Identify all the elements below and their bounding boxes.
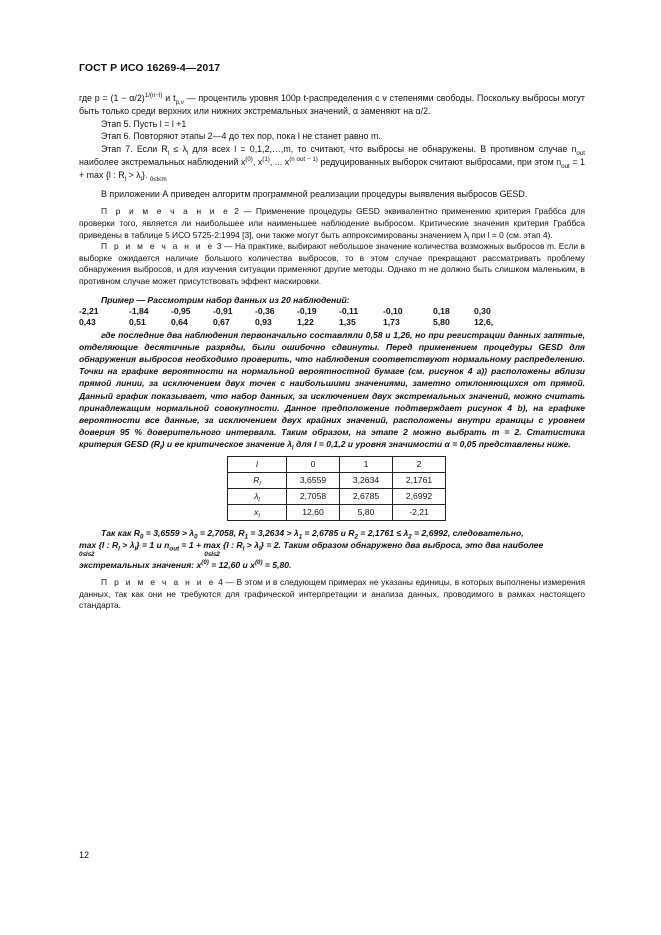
step-7: Этап 7. Если $R_l \le \lambda_l$ для всех l = 0,1,2,…,m, то считают, что выбросы не обнаружены. В противном случае $n_{out}$ наиболее экстремальных наблюдений $x^{(0)}$, $x^{(1)}$, ... $x^{(n out - 1)}$ редуцированных выборок считают выбросами, при этом $n_{out} = 1 + \max \{l$ : $R_l > \lambda_l$}. $_{0\le l\le m}$: [79, 144, 586, 183]
table-row-r: [228, 472, 446, 488]
data-value: -0,10: [383, 305, 403, 316]
appendix-reference: В приложении А приведен алгоритм программной реализации процедуры выявления выбросов GESD.: [101, 188, 528, 199]
note-4: П р и м е ч а н и е 4 — В этом и в следующем примерах не указаны единицы, в которых выполнены измерения данных, так как они не требуются для графической интерпретации и анализа данных, проводимого в рамках настоящего стандарта.: [79, 577, 585, 611]
row-label: $\lambda_l$: [228, 488, 287, 504]
document-body: [79, 92, 585, 612]
table-cell: 2,6785: [340, 488, 393, 504]
data-value: -1,84: [129, 305, 149, 316]
formula-explanation-paragraph: где $p = (1 - \alpha/2)^{1/(n-l)}$ и $t_{p,\nu}$ — процентиль уровня 100p t-распределения с ν степенями свободы. Поскольку выбросы могут быть только среди верхних или нижних экстремальных значений, α заменяют на α/2.: [79, 92, 585, 116]
data-value: 0,43: [79, 317, 96, 328]
table-header-cell: 1: [340, 456, 393, 472]
data-values-row-2: [79, 317, 585, 328]
data-values-row-1: [79, 306, 585, 317]
data-value: 0,51: [129, 317, 146, 328]
example-text: где последние два наблюдения первоначально составляли 0,58 и 1,26, но при регистрации данных запятые, отделяющие десятичные разряды, были ошибочно сдвинуты. Перед применением процедуры GESD для обнаружения выбросов необходимо проверить, что наблюдения соответствуют нормальному распределению. Точки на графике вероятности на нормальной вероятностной бумаге (см. рисунок 4 а)) расположены вблизи прямой линии, за исключением двух точек с наибольшими значениями, заметно отклоняющихся от прямой. Данный график показывает, что набор данных, за исключением двух экстремальных значений, можно считать принадлежащим нормальной совокупности. Данное предположение подтверждает рисунок 4 b), на графике вероятности все данные, за исключением двух крайних значений, расположены внутри границы с уровнем доверия 95 % доверительного интервала. Таким образом, на этапе 2 можно выбрать m = 2. Статистика критерия GESD $(R_l)$ и ее критическое значение $\lambda_l$ для l = 0,1,2 и уровня значимости α = 0,05 представлены ниже.: [79, 329, 585, 453]
table-cell: 5,80: [340, 504, 393, 520]
data-value: -0,19: [297, 305, 317, 316]
data-value: 0,18: [433, 305, 450, 316]
table-cell: 2,7058: [287, 488, 340, 504]
data-value: -0,95: [171, 305, 191, 316]
row-label: $R_l$: [228, 472, 287, 488]
data-value: 0,67: [213, 317, 230, 328]
data-value: 1,22: [297, 317, 314, 328]
table-header-cell: l: [228, 456, 287, 472]
conclusion-ranges: 0≤l≤2 0≤l≤2: [79, 550, 220, 558]
table-header-row: [228, 456, 446, 472]
gesd-results-table: [227, 456, 446, 521]
data-value: -2,21: [79, 305, 99, 316]
table-cell: 12,60: [287, 504, 340, 520]
conclusion-line-2: max {l : $R_l > \lambda_l\} = 1$ и $n_{out} = 1 + \max \{l$ : $R_l > \lambda_l\} = 2$. Таким образом обнаружено два выброса, это два наиболее: [79, 539, 544, 553]
data-value: -0,36: [255, 305, 275, 316]
table-header-cell: 2: [393, 456, 446, 472]
page-number: 12: [79, 850, 90, 860]
note-2: П р и м е ч а н и е 2 — Применение процедуры GESD эквивалентно применению критерия Граббса для проверки того, является ли наибольшее или наименьшее наблюдение выбросом. Критические значения критерия Граббса приведены в таблице 5 ИСО 5725-2:1994 [3], они также могут быть аппроксимированы значением $\lambda_l$ при l = 0 (см. этап 4).: [79, 206, 585, 243]
step-5: Этап 5. Пусть l = l +1: [101, 118, 187, 129]
conclusion-line-1: Так как $R_0 = 3,6559 > \lambda_0 = 2,7058$, $R_1 = 3,2634 > \lambda_1 = 2,6785$ и $R_2 = 2,1761 \le \lambda_2 = 2,6992$, следовательно,: [101, 527, 524, 541]
data-value: 1,73: [383, 317, 400, 328]
example-intro: Пример — Рассмотрим набор данных из 20 наблюдений:: [101, 294, 350, 305]
data-value: 5,80: [433, 317, 450, 328]
data-value: -0,91: [213, 305, 233, 316]
table-cell: -2,21: [393, 504, 446, 520]
step-6: Этап 6. Повторяют этапы 2—4 до тех пор, пока l не станет равно m.: [101, 131, 381, 142]
table-cell: 3,2634: [340, 472, 393, 488]
data-value: -0,11: [339, 305, 359, 316]
data-value: 1,35: [339, 317, 356, 328]
table-cell: 2,6992: [393, 488, 446, 504]
document-header: ГОСТ Р ИСО 16269-4—2017: [79, 62, 221, 74]
data-value: 0,93: [255, 317, 272, 328]
max-range: 0≤l≤m: [149, 175, 167, 183]
table-row-x: [228, 504, 446, 520]
table-cell: 2,1761: [393, 472, 446, 488]
data-value: 0,64: [171, 317, 188, 328]
note-3: П р и м е ч а н и е 3 — На практике, выбирают небольшое значение количества возможных выбросов m. Если в выборке ожидается наличие большого количества выбросов, то в этом случае прекращают рассматривать проблему обнаружения выбросов, и для изучения ситуации применяют другие методы. Однако m не должно быть слишком маленьким, в противном случае может присутствовать эффект маскировки.: [79, 241, 586, 286]
table-header-cell: 0: [287, 456, 340, 472]
conclusion-line-3: экстремальных значения: $x^{(0)} = 12,60$ и $x^{(0)} = 5,80$.: [79, 559, 292, 570]
table-row-lambda: [228, 488, 446, 504]
table-cell: 3,6559: [287, 472, 340, 488]
row-label: $x_l$: [228, 504, 287, 520]
data-value: 0,30: [474, 305, 491, 316]
data-value: 12,6,: [474, 317, 494, 328]
